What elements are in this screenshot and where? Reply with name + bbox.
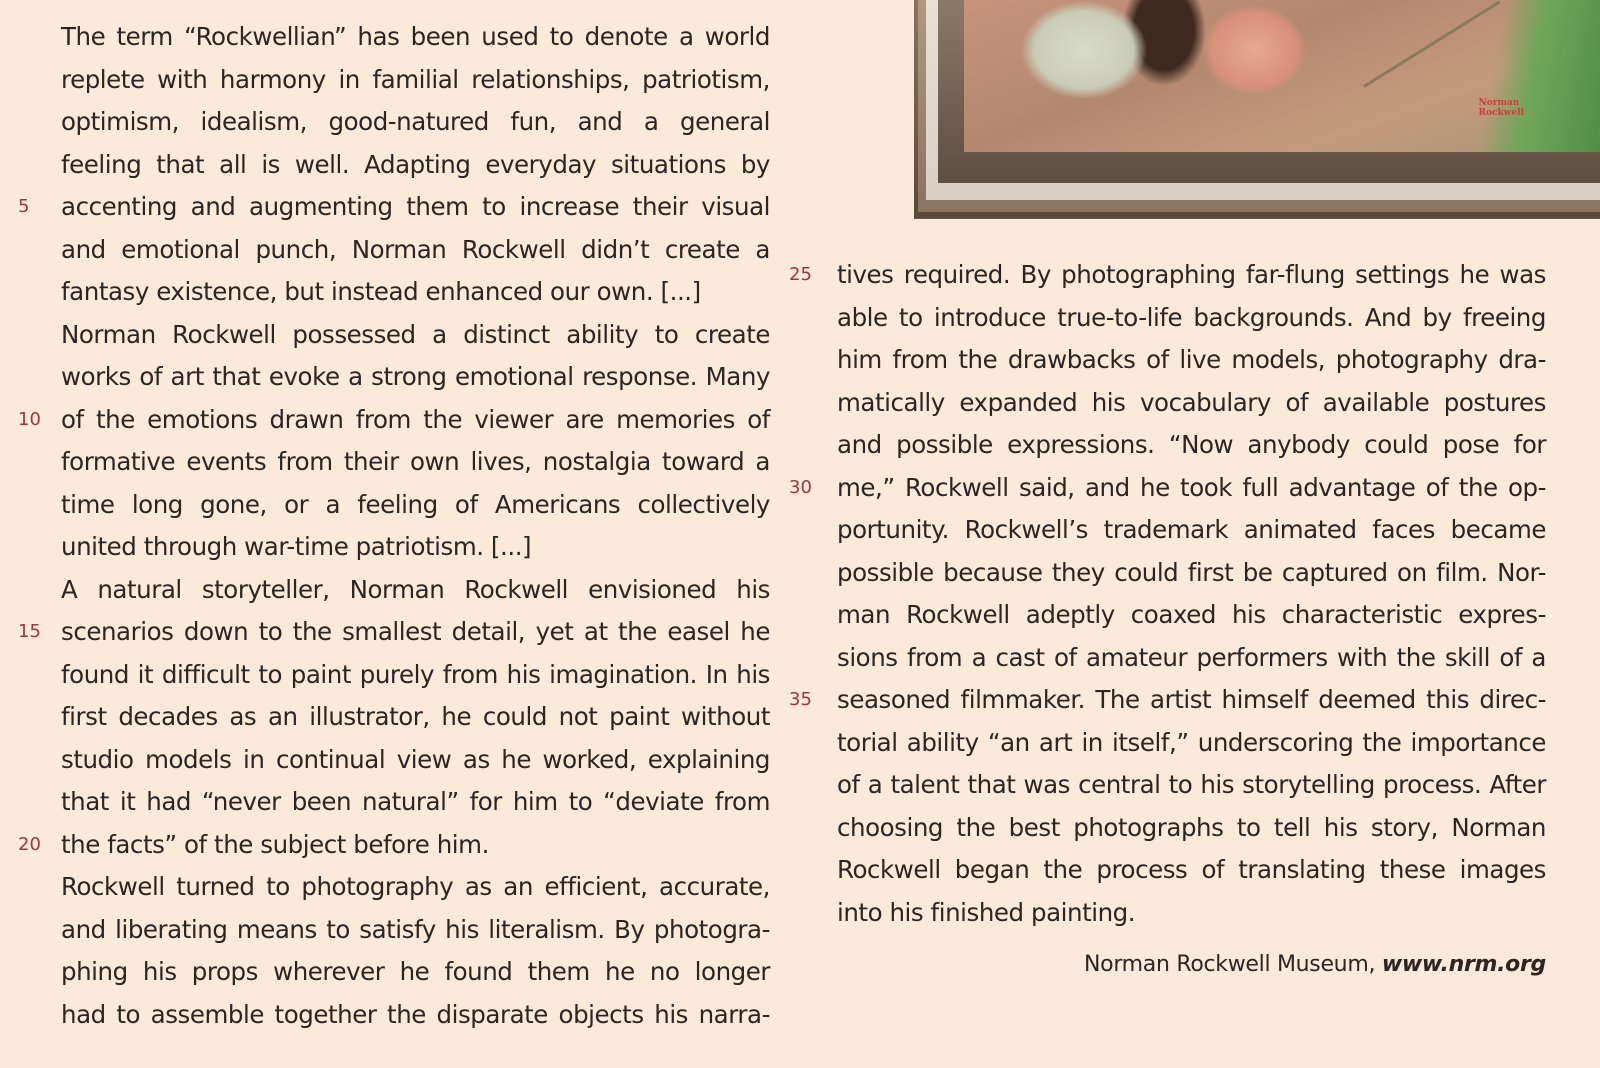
text-line bbox=[61, 356, 770, 399]
right-text-column bbox=[789, 254, 1546, 934]
text-line bbox=[837, 339, 1546, 382]
line-text: portunity. Rockwell’s trademark animated faces became bbox=[837, 515, 1546, 544]
line-text: The term “Rockwellian” has been used to denote a world bbox=[61, 22, 770, 51]
text-line bbox=[61, 739, 770, 782]
line-text: had to assemble together the disparate objects his narra- bbox=[61, 999, 770, 1029]
line-text: feeling that all is well. Adapting everyday situations by bbox=[61, 149, 770, 179]
text-line bbox=[18, 611, 770, 654]
text-line bbox=[789, 679, 1546, 722]
text-line bbox=[837, 849, 1546, 892]
line-text: replete with harmony in familial relationships, patriotism, bbox=[61, 64, 770, 94]
line-text: and possible expressions. “Now anybody could pose for bbox=[837, 430, 1546, 459]
line-text: and emotional punch, Norman Rockwell didn’t create a bbox=[61, 234, 770, 264]
text-line bbox=[837, 552, 1546, 595]
text-line bbox=[789, 254, 1546, 297]
text-line bbox=[837, 424, 1546, 467]
text-line bbox=[61, 484, 770, 527]
text-line bbox=[837, 594, 1546, 637]
line-text: torial ability “an art in itself,” underscoring the importance bbox=[837, 727, 1546, 757]
line-text: formative events from their own lives, nostalgia toward a bbox=[61, 447, 770, 476]
line-text: sions from a cast of amateur performers with the skill of a bbox=[837, 642, 1546, 672]
text-line bbox=[837, 297, 1546, 340]
line-text: phing his props wherever he found them he no longer bbox=[61, 957, 770, 986]
text-line bbox=[61, 314, 770, 357]
line-text: that it had “never been natural” for him to “deviate from bbox=[61, 787, 770, 816]
line-text: choosing the best photographs to tell his story, Norman bbox=[837, 812, 1546, 842]
line-text: seasoned filmmaker. The artist himself deemed this direc- bbox=[837, 685, 1546, 714]
line-text: of the emotions drawn from the viewer are memories of bbox=[61, 404, 770, 434]
text-line bbox=[61, 16, 770, 59]
text-line bbox=[61, 526, 770, 569]
line-text: man Rockwell adeptly coaxed his characteristic expres- bbox=[837, 600, 1546, 629]
text-line bbox=[61, 59, 770, 102]
credit-url[interactable]: www.nrm.org bbox=[1381, 952, 1546, 977]
line-text: accenting and augmenting them to increase their visual bbox=[61, 192, 770, 221]
text-line bbox=[61, 229, 770, 272]
text-line bbox=[837, 807, 1546, 850]
line-text: matically expanded his vocabulary of available postures bbox=[837, 387, 1546, 417]
line-text: into his finished painting. bbox=[837, 897, 1136, 927]
line-text: able to introduce true-to-life backgrounds. And by freeing bbox=[837, 302, 1546, 332]
framed-painting bbox=[914, 0, 1600, 218]
text-line bbox=[61, 441, 770, 484]
line-text: Norman Rockwell possessed a distinct ability to create bbox=[61, 319, 770, 349]
line-number: 35 bbox=[789, 689, 812, 710]
text-line bbox=[837, 509, 1546, 552]
line-text: optimism, idealism, good-natured fun, and a general bbox=[61, 107, 770, 136]
line-text: scenarios down to the smallest detail, yet at the easel he bbox=[61, 617, 770, 646]
text-line bbox=[837, 764, 1546, 807]
line-text: and liberating means to satisfy his literalism. By photogra- bbox=[61, 914, 770, 944]
text-line bbox=[61, 951, 770, 994]
text-line bbox=[61, 909, 770, 952]
left-text-column bbox=[18, 16, 770, 1036]
text-line bbox=[837, 637, 1546, 680]
credit-source: Norman Rockwell Museum, bbox=[1084, 952, 1382, 977]
line-text: him from the drawbacks of live models, photography dra- bbox=[837, 345, 1546, 374]
line-number: 30 bbox=[789, 476, 812, 498]
line-number: 15 bbox=[18, 621, 41, 642]
line-number: 5 bbox=[18, 196, 30, 217]
line-text: time long gone, or a feeling of Americans collectively bbox=[61, 489, 770, 519]
text-line bbox=[61, 994, 770, 1037]
text-line bbox=[837, 382, 1546, 425]
line-number: 10 bbox=[18, 408, 41, 430]
line-text: works of art that evoke a strong emotional response. Many bbox=[61, 362, 770, 391]
line-text: Rockwell turned to photography as an efficient, accurate, bbox=[61, 872, 770, 901]
painting-canvas bbox=[964, 0, 1600, 152]
text-line bbox=[789, 467, 1546, 510]
signature-line: Norman bbox=[1478, 98, 1520, 108]
line-text: fantasy existence, but instead enhanced our own. [...] bbox=[61, 277, 701, 306]
line-text: tives required. By photographing far-flung settings he was bbox=[837, 260, 1546, 289]
line-text: Rockwell began the process of translating these images bbox=[837, 855, 1546, 884]
painting-stick bbox=[1363, 0, 1500, 87]
text-line bbox=[61, 569, 770, 612]
text-line bbox=[61, 271, 770, 314]
text-line bbox=[61, 696, 770, 739]
signature-line: Rockwell bbox=[1478, 108, 1524, 118]
text-line bbox=[837, 722, 1546, 765]
line-text: studio models in continual view as he worked, explaining bbox=[61, 744, 770, 774]
text-line bbox=[61, 144, 770, 187]
source-credit bbox=[1084, 944, 1546, 986]
line-text: the facts” of the subject before him. bbox=[61, 829, 489, 859]
line-text: possible because they could first be captured on film. Nor- bbox=[837, 557, 1546, 587]
line-text: of a talent that was central to his storytelling process. After bbox=[837, 770, 1546, 799]
line-number: 20 bbox=[18, 833, 41, 855]
line-text: united through war-time patriotism. [...] bbox=[61, 532, 532, 561]
line-text: first decades as an illustrator, he could not paint without bbox=[61, 702, 770, 731]
text-line bbox=[61, 654, 770, 697]
text-line bbox=[61, 866, 770, 909]
text-line bbox=[61, 781, 770, 824]
text-line bbox=[18, 824, 770, 867]
text-line bbox=[18, 186, 770, 229]
text-line bbox=[837, 892, 1546, 935]
text-line bbox=[61, 101, 770, 144]
painting-signature bbox=[1478, 98, 1524, 118]
line-text: found it difficult to paint purely from his imagination. In his bbox=[61, 659, 770, 689]
line-text: A natural storyteller, Norman Rockwell envisioned his bbox=[61, 574, 770, 604]
line-number: 25 bbox=[789, 264, 812, 285]
text-line bbox=[18, 399, 770, 442]
line-text: me,” Rockwell said, and he took full advantage of the op- bbox=[837, 472, 1546, 502]
